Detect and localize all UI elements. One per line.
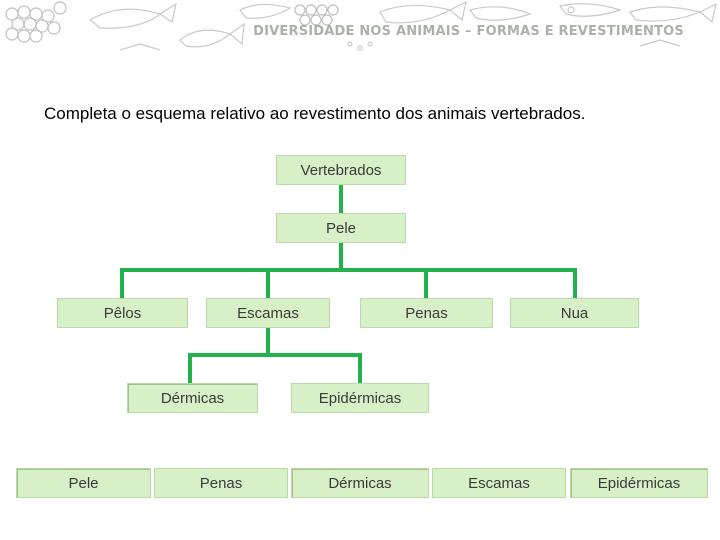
node-dermicas: Dérmicas — [127, 383, 258, 413]
option-pele[interactable]: Pele — [16, 468, 151, 498]
instruction-text: Completa o esquema relativo ao revestimento dos animais vertebrados. — [44, 104, 586, 123]
node-nua: Nua — [510, 298, 639, 328]
option-dermicas[interactable]: Dérmicas — [291, 468, 429, 498]
option-escamas[interactable]: Escamas — [432, 468, 566, 498]
node-pelos: Pêlos — [57, 298, 188, 328]
node-epidermicas: Epidérmicas — [291, 383, 429, 413]
node-vertebrados: Vertebrados — [276, 155, 406, 185]
header-title: DIVERSIDADE NOS ANIMAIS – FORMAS E REVESTIMENTOS — [253, 24, 684, 39]
node-pele: Pele — [276, 213, 406, 243]
option-penas[interactable]: Penas — [154, 468, 288, 498]
node-penas: Penas — [360, 298, 493, 328]
option-epidermicas[interactable]: Epidérmicas — [570, 468, 708, 498]
node-escamas: Escamas — [206, 298, 330, 328]
